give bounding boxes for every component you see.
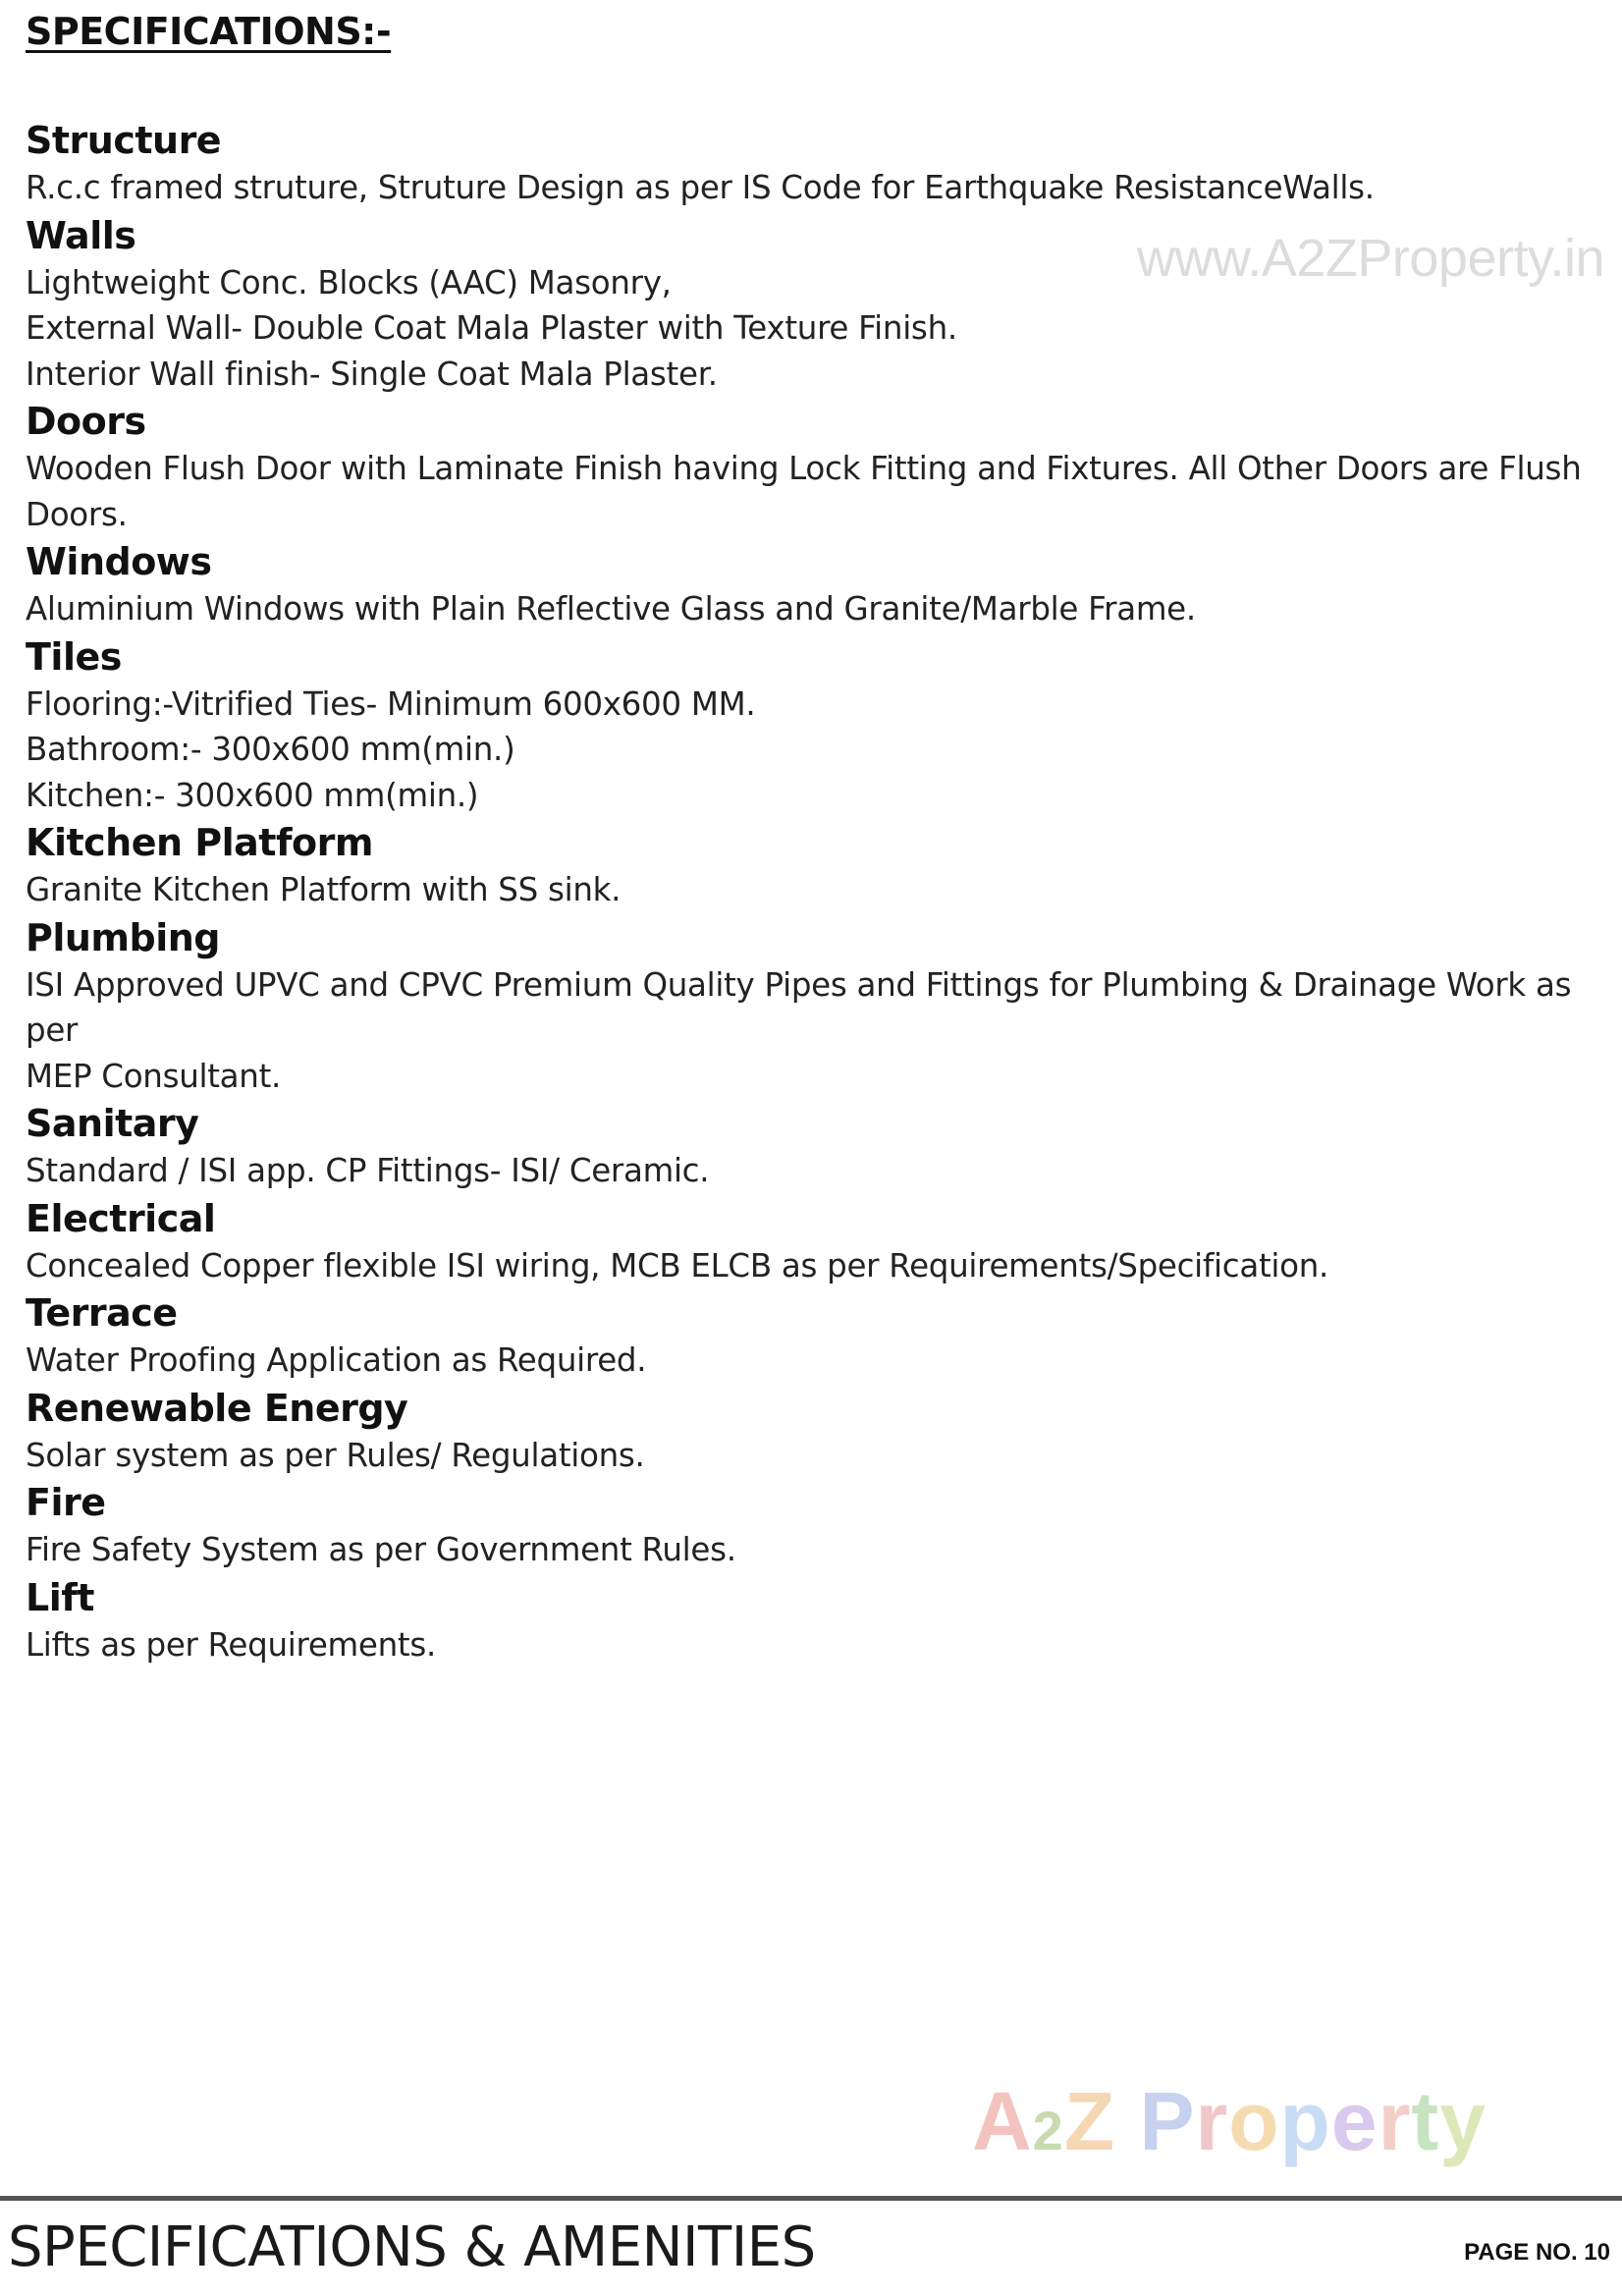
- spec-section-text: Lightweight Conc. Blocks (AAC) Masonry,: [26, 263, 672, 301]
- spec-section-text: External Wall- Double Coat Mala Plaster with Texture Finish.: [26, 309, 957, 347]
- spec-section-text: R.c.c framed struture, Struture Design as per IS Code for Earthquake ResistanceWalls.: [26, 169, 1375, 206]
- spec-section-title: Doors: [26, 400, 146, 443]
- spec-section-text: Flooring:-Vitrified Ties- Minimum 600x600 MM.: [26, 684, 756, 723]
- spec-section: [26, 1099, 1596, 1194]
- spec-section-title: Lift: [26, 1575, 94, 1619]
- logo-letter: 2: [1032, 2100, 1064, 2161]
- footer-title: SPECIFICATIONS & AMENITIES: [8, 2215, 816, 2279]
- spec-section-text: Interior Wall finish- Single Coat Mala Plaster.: [26, 355, 718, 393]
- logo-letter: e: [1330, 2075, 1379, 2167]
- spec-section-text: Bathroom:- 300x600 mm(min.): [26, 731, 515, 768]
- spec-section-title: Plumbing: [26, 915, 221, 959]
- spec-section: [26, 211, 1596, 398]
- watermark-url: www.A2ZProperty.in: [1136, 229, 1604, 288]
- specification-list: [26, 116, 1596, 1667]
- spec-section-title: Renewable Energy: [26, 1386, 408, 1430]
- page-heading: SPECIFICATIONS:-: [26, 10, 392, 53]
- a2z-property-logo-watermark: [972, 2074, 1487, 2169]
- spec-section-text: Water Proofing Application as Required.: [26, 1341, 647, 1379]
- logo-letter: P: [1139, 2075, 1196, 2167]
- spec-section-text: Granite Kitchen Platform with SS sink.: [26, 871, 622, 908]
- spec-section-title: Electrical: [26, 1196, 216, 1240]
- spec-section-text: ISI Approved UPVC and CPVC Premium Quality Pipes and Fittings for Plumbing & Drainage Work as per: [26, 965, 1572, 1049]
- spec-section-text: Doors.: [26, 495, 128, 533]
- logo-letter: t: [1411, 2075, 1440, 2167]
- spec-section: [26, 913, 1596, 1100]
- page-number: PAGE NO. 10: [1464, 2239, 1610, 2266]
- spec-section: [26, 1573, 1596, 1668]
- spec-section-text: Solar system as per Rules/ Regulations.: [26, 1436, 645, 1474]
- spec-section: [26, 1478, 1596, 1573]
- logo-letter: Z: [1063, 2075, 1116, 2167]
- logo-letter: y: [1439, 2075, 1487, 2167]
- spec-section-title: Structure: [26, 119, 222, 162]
- spec-section: [26, 116, 1596, 211]
- spec-section-text: Wooden Flush Door with Laminate Finish having Lock Fitting and Fixtures. All Other Doors are Flush: [26, 450, 1582, 487]
- spec-section: [26, 397, 1596, 537]
- spec-section-text: Standard / ISI app. CP Fittings- ISI/ Ceramic.: [26, 1152, 710, 1189]
- spec-section: [26, 1288, 1596, 1384]
- footer-divider: [0, 2196, 1622, 2201]
- spec-section-text: Lifts as per Requirements.: [26, 1625, 436, 1664]
- logo-letter: r: [1378, 2075, 1412, 2167]
- logo-letter: r: [1195, 2075, 1229, 2167]
- spec-section: [26, 818, 1596, 913]
- spec-section-text: Kitchen:- 300x600 mm(min.): [26, 776, 479, 814]
- spec-section: [26, 1384, 1596, 1479]
- spec-section-title: Kitchen Platform: [26, 821, 373, 864]
- spec-section-title: Sanitary: [26, 1102, 199, 1145]
- spec-section: [26, 537, 1596, 632]
- spec-section-text: Fire Safety System as per Government Rules.: [26, 1531, 736, 1568]
- spec-section-title: Tiles: [26, 634, 122, 679]
- spec-section-title: Windows: [26, 540, 212, 583]
- spec-section-title: Terrace: [26, 1291, 178, 1335]
- spec-section-title: Walls: [26, 213, 136, 257]
- logo-letter: [1115, 2075, 1139, 2167]
- spec-section: [26, 1194, 1596, 1289]
- spec-section-text: MEP Consultant.: [26, 1057, 282, 1095]
- spec-section: [26, 632, 1596, 819]
- spec-section-text: Aluminium Windows with Plain Reflective Glass and Granite/Marble Frame.: [26, 590, 1196, 628]
- logo-letter: o: [1228, 2075, 1280, 2167]
- logo-letter: p: [1279, 2075, 1331, 2167]
- logo-letter: A: [972, 2075, 1033, 2167]
- spec-section-title: Fire: [26, 1481, 106, 1524]
- spec-section-text: Concealed Copper flexible ISI wiring, MCB ELCB as per Requirements/Specification.: [26, 1246, 1329, 1285]
